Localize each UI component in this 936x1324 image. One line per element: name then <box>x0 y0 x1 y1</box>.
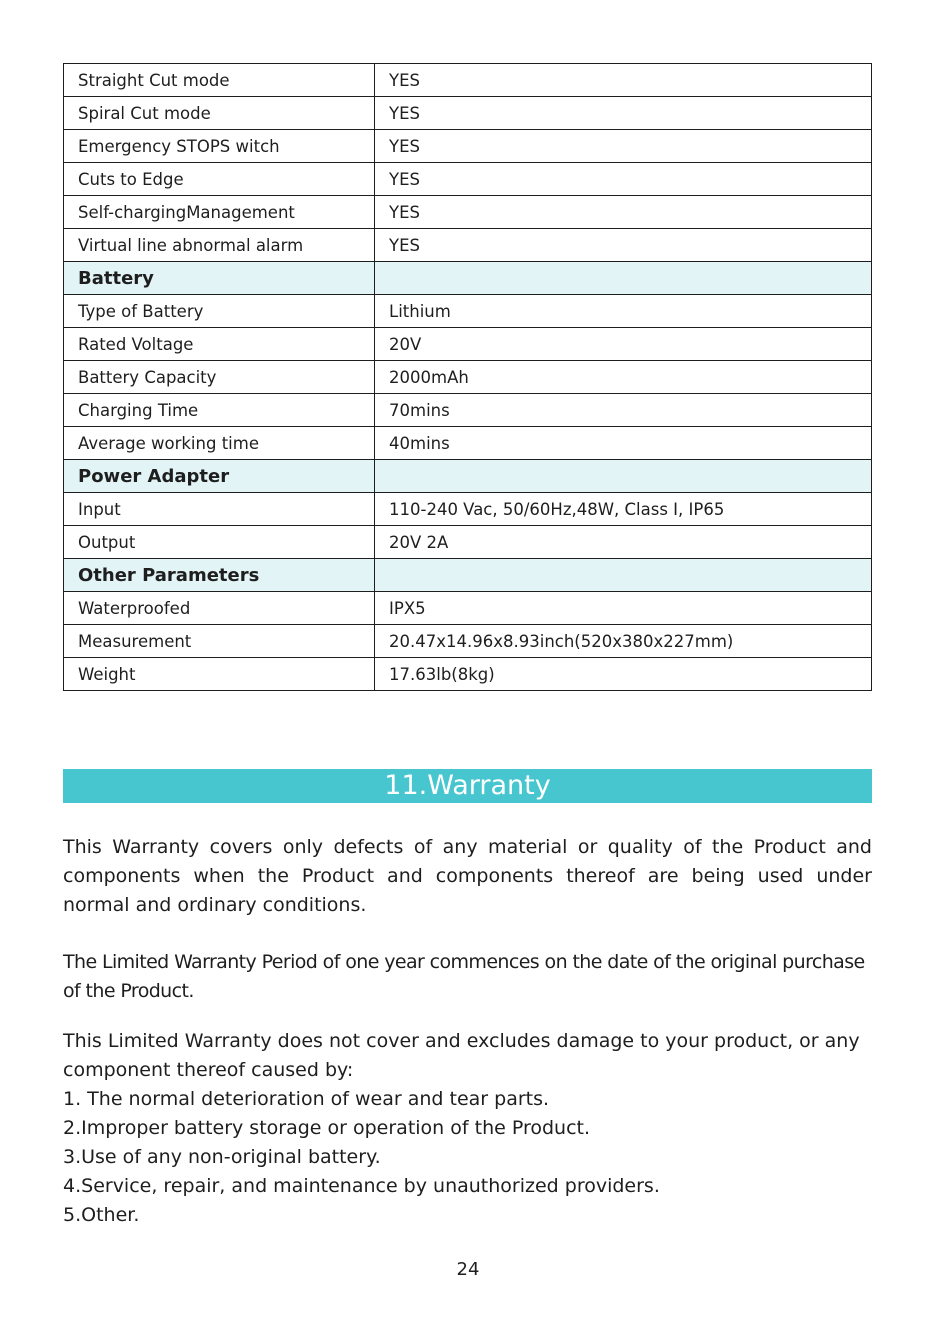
spec-value <box>375 559 872 592</box>
table-row <box>64 163 872 196</box>
spec-value: YES <box>375 163 872 196</box>
table-row <box>64 97 872 130</box>
table-row <box>64 427 872 460</box>
spec-value: Lithium <box>375 295 872 328</box>
table-row <box>64 658 872 691</box>
spec-label: Battery Capacity <box>64 361 375 394</box>
spec-value: 20V 2A <box>375 526 872 559</box>
table-row <box>64 295 872 328</box>
warranty-content <box>63 833 872 1230</box>
warranty-period-paragraph: The Limited Warranty Period of one year commences on the date of the original purchase of the Product. <box>63 951 865 1002</box>
table-row <box>64 625 872 658</box>
specifications-table-body <box>64 64 872 691</box>
spec-value: 70mins <box>375 394 872 427</box>
spec-value <box>375 460 872 493</box>
spec-label: Virtual line abnormal alarm <box>64 229 375 262</box>
spec-value: IPX5 <box>375 592 872 625</box>
spec-label: Type of Battery <box>64 295 375 328</box>
table-row <box>64 526 872 559</box>
table-row <box>64 592 872 625</box>
spec-value: YES <box>375 64 872 97</box>
spec-label: Input <box>64 493 375 526</box>
table-section-row <box>64 262 872 295</box>
table-row <box>64 130 872 163</box>
section-heading: Power Adapter <box>64 460 375 493</box>
exclusion-item-4: 4.Service, repair, and maintenance by unauthorized providers. <box>63 1175 660 1197</box>
table-row <box>64 328 872 361</box>
spec-label: Rated Voltage <box>64 328 375 361</box>
warranty-heading: 11.Warranty <box>63 769 872 803</box>
spec-label: Cuts to Edge <box>64 163 375 196</box>
spec-value: YES <box>375 97 872 130</box>
spec-value: 110-240 Vac, 50/60Hz,48W, Class I, IP65 <box>375 493 872 526</box>
page-number: 24 <box>456 1259 480 1280</box>
exclusion-item-5: 5.Other. <box>63 1204 140 1226</box>
spec-label: Weight <box>64 658 375 691</box>
section-heading: Other Parameters <box>64 559 375 592</box>
spec-value: 17.63lb(8kg) <box>375 658 872 691</box>
spec-label: Self-chargingManagement <box>64 196 375 229</box>
spec-label: Straight Cut mode <box>64 64 375 97</box>
spec-value: 40mins <box>375 427 872 460</box>
spec-label: Spiral Cut mode <box>64 97 375 130</box>
spec-label: Emergency STOPS witch <box>64 130 375 163</box>
exclusion-item-3: 3.Use of any non-original battery. <box>63 1146 381 1168</box>
spec-value: 2000mAh <box>375 361 872 394</box>
spec-value <box>375 262 872 295</box>
exclusion-item-2: 2.Improper battery storage or operation of the Product. <box>63 1117 591 1139</box>
section-heading: Battery <box>64 262 375 295</box>
spec-value: YES <box>375 130 872 163</box>
spec-value: 20V <box>375 328 872 361</box>
exclusions-list <box>63 1085 872 1230</box>
table-section-row <box>64 559 872 592</box>
exclusion-item-1: 1. The normal deterioration of wear and tear parts. <box>63 1088 550 1110</box>
warranty-exclusions-paragraph: This Limited Warranty does not cover and excludes damage to your product, or any component thereof caused by: <box>63 1030 860 1081</box>
spec-value: 20.47x14.96x8.93inch(520x380x227mm) <box>375 625 872 658</box>
spec-label: Average working time <box>64 427 375 460</box>
spec-label: Waterproofed <box>64 592 375 625</box>
table-row <box>64 64 872 97</box>
spec-value: YES <box>375 229 872 262</box>
table-row <box>64 196 872 229</box>
warranty-coverage-paragraph: This Warranty covers only defects of any material or quality of the Product and components when the Product and components thereof are being used under normal and ordinary conditions. <box>63 836 872 916</box>
spec-label: Output <box>64 526 375 559</box>
spec-label: Charging Time <box>64 394 375 427</box>
table-row <box>64 229 872 262</box>
table-row <box>64 361 872 394</box>
specifications-table <box>63 63 872 691</box>
table-row <box>64 394 872 427</box>
spec-label: Measurement <box>64 625 375 658</box>
table-row <box>64 493 872 526</box>
spec-value: YES <box>375 196 872 229</box>
table-section-row <box>64 460 872 493</box>
